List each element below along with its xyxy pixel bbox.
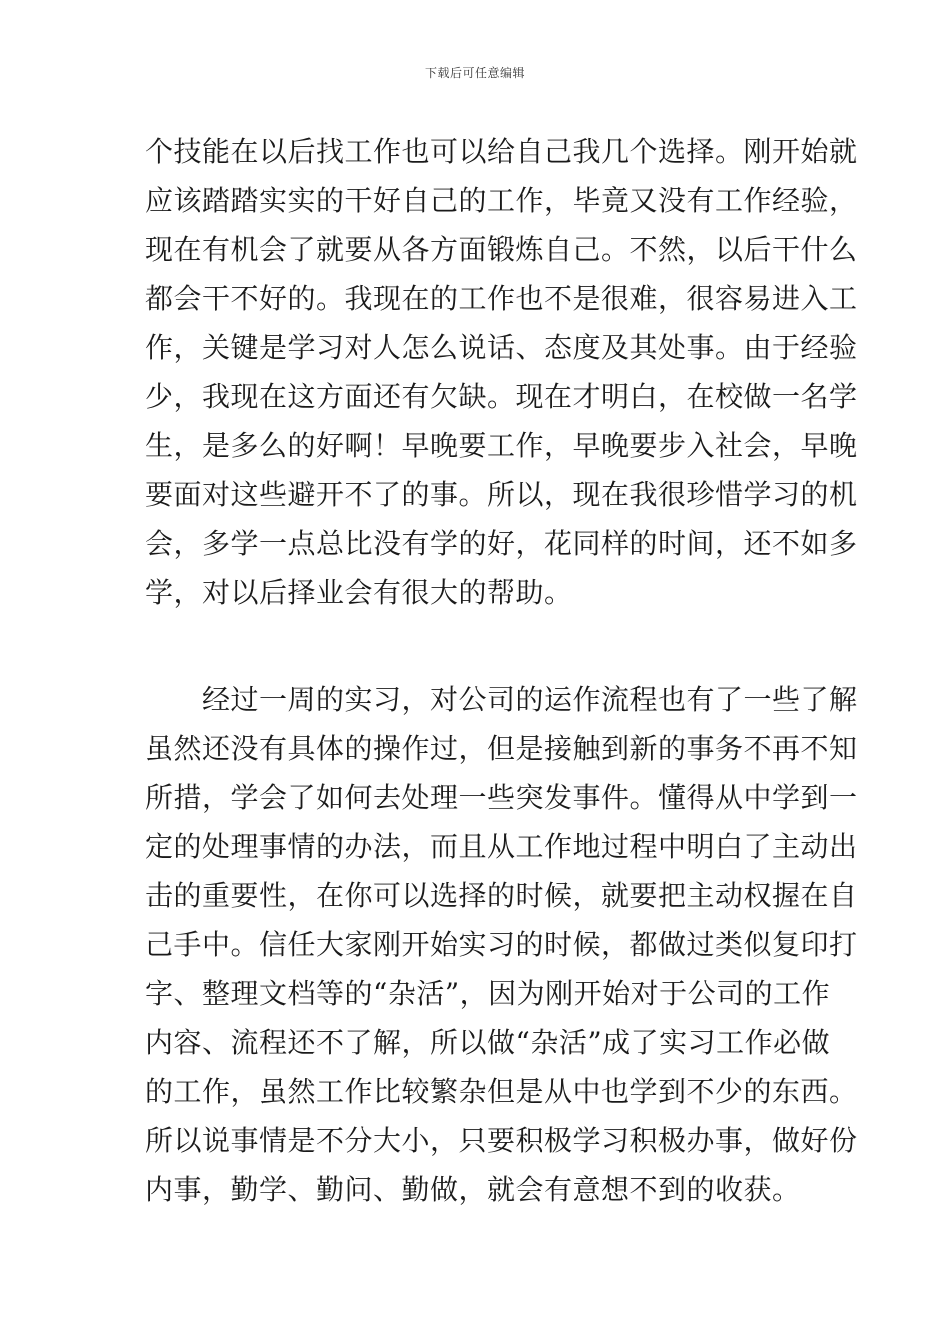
text-line: 的工作，虽然工作比较繁杂但是从中也学到不少的东西。 bbox=[145, 1075, 858, 1108]
text-line: 内事，勤学、勤问、勤做，就会有意想不到的收获。 bbox=[145, 1173, 801, 1206]
text-line: 作，关键是学习对人怎么说话、态度及其处事。由于经验 bbox=[145, 331, 858, 364]
text-line: 学，对以后择业会有很大的帮助。 bbox=[145, 576, 573, 609]
text-line: 虽然还没有具体的操作过，但是接触到新的事务不再不知 bbox=[145, 732, 858, 765]
paragraph-2 bbox=[145, 675, 858, 1214]
text-line: 定的处理事情的办法，而且从工作地过程中明白了主动出 bbox=[145, 830, 858, 863]
text-line: 所以说事情是不分大小，只要积极学习积极办事，做好份 bbox=[145, 1124, 858, 1157]
text-line: 少，我现在这方面还有欠缺。现在才明白，在校做一名学 bbox=[145, 380, 858, 413]
text-line: 己手中。信任大家刚开始实习的时候，都做过类似复印打 bbox=[145, 928, 858, 961]
text-line: 现在有机会了就要从各方面锻炼自己。不然，以后干什么 bbox=[145, 233, 858, 266]
paragraph-1 bbox=[145, 127, 858, 617]
text-line: 所措，学会了如何去处理一些突发事件。懂得从中学到一 bbox=[145, 781, 858, 814]
text-line: 会，多学一点总比没有学的好，花同样的时间，还不如多 bbox=[145, 527, 858, 560]
text-line: 个技能在以后找工作也可以给自己我几个选择。刚开始就 bbox=[145, 135, 858, 168]
text-line: 要面对这些避开不了的事。所以，现在我很珍惜学习的机 bbox=[145, 478, 858, 511]
text-line: 应该踏踏实实的干好自己的工作，毕竟又没有工作经验， bbox=[145, 184, 858, 217]
text-line: 内容、流程还不了解，所以做“杂活”成了实习工作必做 bbox=[145, 1026, 831, 1059]
text-line: 都会干不好的。我现在的工作也不是很难，很容易进入工 bbox=[145, 282, 858, 315]
text-line: 击的重要性，在你可以选择的时候，就要把主动权握在自 bbox=[145, 879, 858, 912]
text-line: 字、整理文档等的“杂活”，因为刚开始对于公司的工作 bbox=[145, 977, 831, 1010]
page-header: 下载后可任意编辑 bbox=[424, 66, 525, 80]
text-line: 生，是多么的好啊！早晚要工作，早晚要步入社会，早晚 bbox=[145, 429, 858, 462]
text-line: 经过一周的实习，对公司的运作流程也有了一些了解 bbox=[145, 683, 858, 716]
